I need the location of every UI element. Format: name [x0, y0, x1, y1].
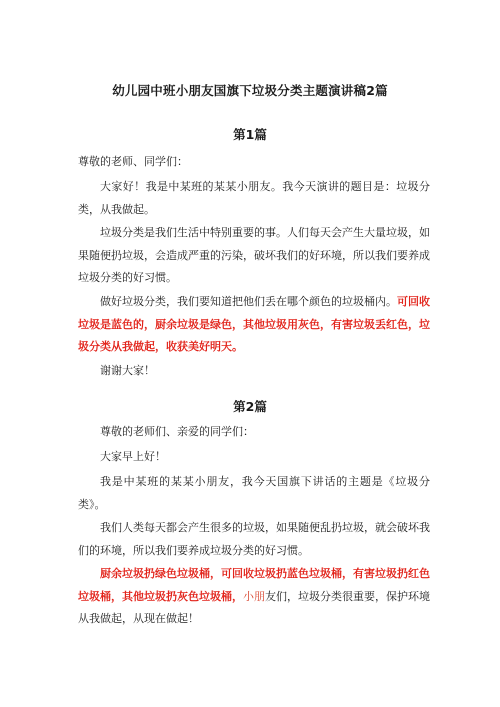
section-2-paragraph-3-normal: 友们，垃圾分类很重要，保护环境从我做起，从现在做起！: [78, 589, 430, 625]
section-1-salutation: 尊敬的老师、同学们：: [78, 155, 188, 168]
section-2-paragraph-2: 我们人类每天都会产生很多的垃圾，如果随便乱扔垃圾，就会破坏我们的环境，所以我们要养成垃圾分类的好习惯。: [78, 521, 430, 557]
section-2-paragraph-3-highlight-light: 小朋: [243, 589, 265, 603]
section-2-salutation: 尊敬的老师们、亲爱的同学们：: [100, 425, 254, 438]
section-1-paragraph-2: 垃圾分类是我们生活中特别重要的事。人们每天会产生大量垃圾，如果随便扔垃圾，会造成严重的污染，破坏我们的好环境，所以我们要养成垃圾分类的好习惯。: [78, 226, 430, 284]
section-2-heading: 第2篇: [233, 399, 267, 414]
section-2-paragraph-3: [78, 563, 430, 631]
section-1-paragraph-3-highlight: 可回收垃圾是蓝色的，厨余垃圾是绿色，其他垃圾用灰色，有害垃圾丢红色，垃圾分类从我做起，收获美好明天。: [78, 295, 430, 353]
section-1-heading: 第1篇: [233, 127, 267, 142]
section-1-paragraph-3: [78, 291, 430, 359]
section-1-paragraph-3-normal: 做好垃圾分类，我们要知道把他们丢在哪个颜色的垃圾桶内。: [100, 295, 397, 308]
section-2-paragraph-1: 我是中某班的某某小朋友，我今天国旗下讲话的主题是《垃圾分类》。: [78, 475, 430, 511]
section-2-greeting: 大家早上好！: [100, 450, 166, 463]
section-2-paragraph-3-highlight: 厨余垃圾扔绿色垃圾桶，可回收垃圾扔蓝色垃圾桶，有害垃圾扔红色垃圾桶，其他垃圾扔灰色垃圾桶，: [78, 567, 430, 603]
section-1-closing: 谢谢大家！: [100, 364, 155, 377]
section-1-paragraph-1: 大家好！我是中某班的某某小朋友。我今天演讲的题目是：垃圾分类，从我做起。: [78, 180, 430, 216]
document-title: 幼儿园中班小朋友国旗下垃圾分类主题演讲稿2篇: [112, 83, 388, 98]
